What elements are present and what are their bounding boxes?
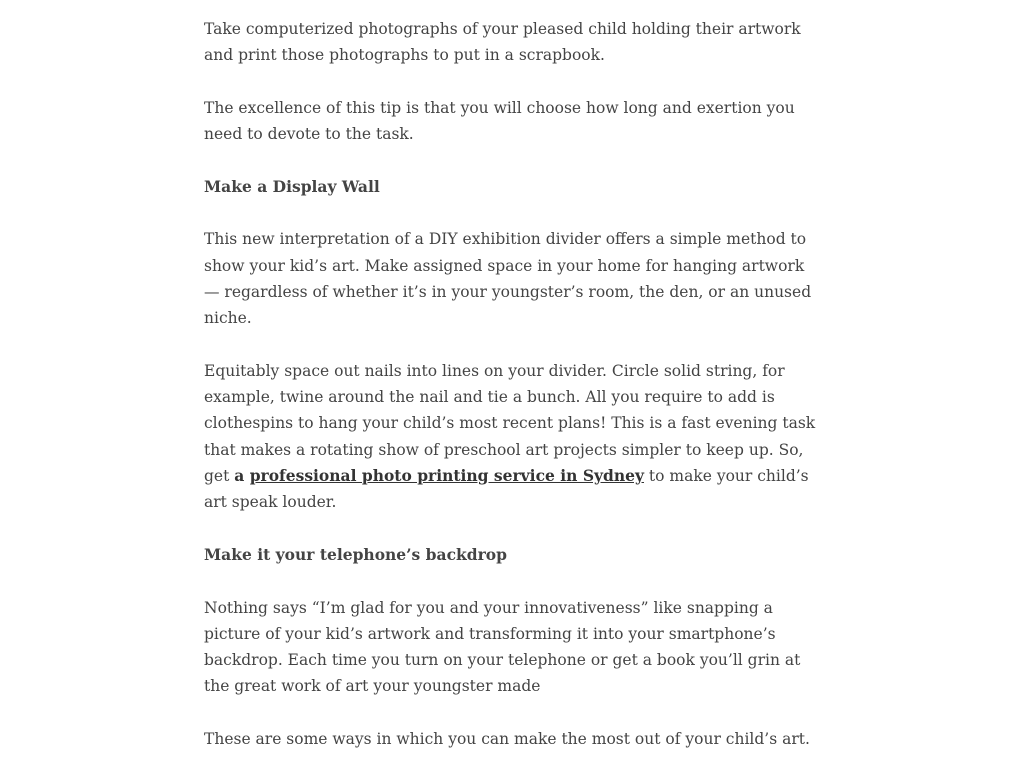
paragraph-conclusion: These are some ways in which you can make the most out of your child’s art.	[204, 730, 810, 749]
paragraph-display-wall: This new interpretation of a DIY exhibition divider offers a simple method to show your kid’s art. Make assigned space in your home for hanging artwork — regardless of whether it’s in your youngster’s room, the den, or an unused niche.	[204, 230, 812, 328]
photo-printing-service-link[interactable]: professional photo printing service in Sydney	[249, 466, 644, 486]
paragraph-backdrop: Nothing says “I’m glad for you and your innovativeness” like snapping a picture of your kid’s artwork and transforming it into your smartphone’s backdrop. Each time you turn on your telephone or get a book you’ll grin at the great work of art your youngster made	[204, 598, 801, 696]
paragraph-text-before-link: Equitably space out nails into lines on your divider. Circle solid string, for example, twine around the nail and tie a bunch. All you require to add is clothespins to hang your child’s most recent plans! This is a fast evening task that makes a rotating show of preschool art projects simpler to keep up. So, get	[204, 361, 816, 486]
paragraph-scrapbook: Take computerized photographs of your pleased child holding their artwork and print those photographs to put in a scrapbook.	[204, 20, 801, 65]
section-heading-display-wall: Make a Display Wall	[204, 176, 380, 196]
section-heading-backdrop: Make it your telephone’s backdrop	[204, 544, 507, 564]
article-body	[204, 16, 816, 779]
bold-article-text: a	[234, 466, 250, 486]
paragraph-text-after-link: to make your child’s art speak louder.	[204, 467, 809, 512]
paragraph-nails-string	[204, 358, 816, 516]
paragraph-tip: The excellence of this tip is that you will choose how long and exertion you need to devote to the task.	[204, 98, 795, 144]
